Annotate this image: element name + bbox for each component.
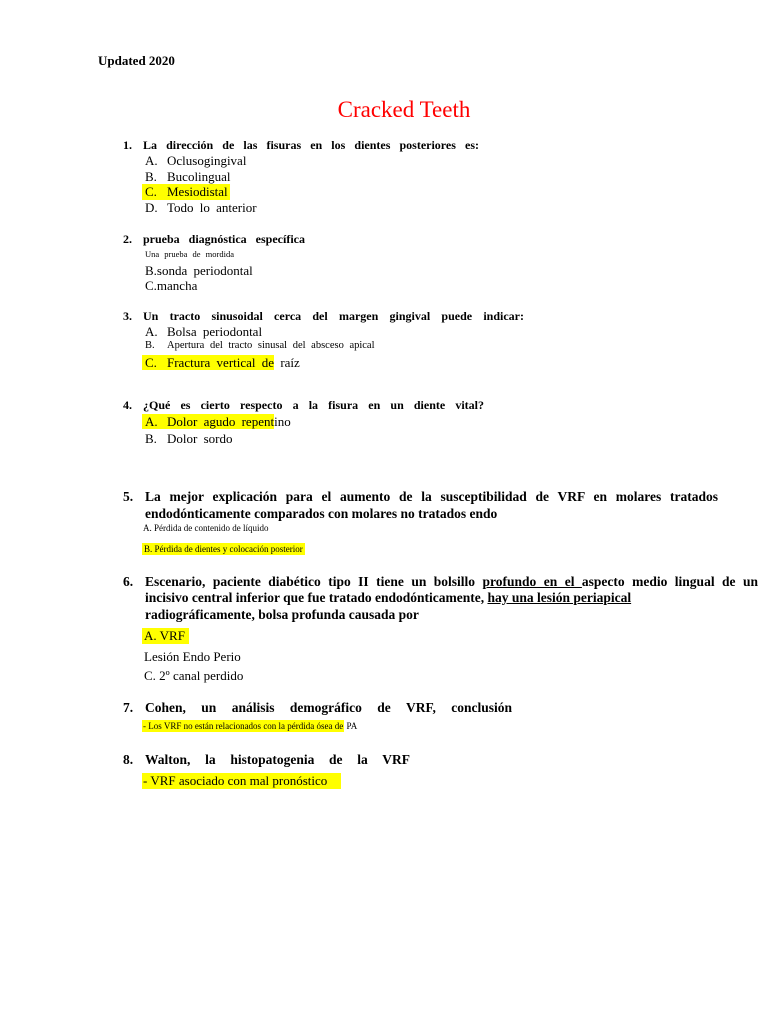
option-1d: D. Todo lo anterior — [145, 200, 257, 215]
updated-label: Updated 2020 — [98, 53, 175, 68]
option-1a: A. Oclusogingival — [145, 153, 247, 168]
option-5a: A. Pérdida de contenido de líquido — [143, 523, 269, 533]
option-2b: B.sonda periodontal — [145, 263, 253, 278]
option-6c: C. 2º canal perdido — [144, 668, 244, 683]
question-text: Walton, la histopatogenia de la VRF — [145, 752, 410, 767]
question-5-line2: endodónticamente comparados con molares no tratados endo — [145, 506, 498, 521]
question-3: 3. Un tracto sinusoidal cerca del margen gingival puede indicar: — [123, 309, 524, 323]
question-1 — [123, 138, 479, 153]
question-5: 5. La mejor explicación para el aumento de la susceptibilidad de VRF en molares tratados — [123, 489, 718, 504]
question-text: Cohen, un análisis demográfico de VRF, conclusión — [145, 700, 512, 715]
option-4b: B. Dolor sordo — [145, 431, 233, 446]
option-2a: Una prueba de mordida — [145, 249, 235, 259]
question-4: 4. ¿Qué es cierto respecto a la fisura en un diente vital? — [123, 398, 484, 412]
question-8-answer: - VRF asociado con mal pronóstico — [142, 773, 341, 789]
option-3c-answer: C. Fractura vertical de raíz — [142, 355, 300, 371]
question-text: Un tracto sinusoidal cerca del margen gingival puede indicar: — [143, 309, 524, 323]
question-text: ¿Qué es cierto respecto a la fisura en un diente vital? — [143, 398, 484, 412]
question-text: prueba diagnóstica específica — [143, 232, 305, 246]
option-4a-answer: A. Dolor agudo repentino — [142, 414, 291, 430]
question-text: La mejor explicación para el aumento de la susceptibilidad de VRF en molares tratados — [145, 489, 718, 504]
question-2: 2. prueba diagnóstica específica — [123, 232, 305, 246]
question-6-line3: radiográficamente, bolsa profunda causada por — [145, 607, 419, 622]
question-6-line2: incisivo central inferior que fue tratado endodónticamente, hay una lesión periapical — [145, 590, 632, 605]
question-text: La dirección de las fisuras en los dientes posteriores es: — [143, 138, 479, 152]
option-5b-answer: B. Pérdida de dientes y colocación posterior — [144, 544, 303, 554]
question-7-answer: - Los VRF no están relacionados con la pérdida ósea de PA — [143, 721, 358, 731]
question-8: 8. Walton, la histopatogenia de la VRF — [123, 752, 410, 767]
option-6b: Lesión Endo Perio — [144, 649, 241, 664]
option-1c-answer: C. Mesiodistal — [142, 184, 230, 200]
option-3b: B. Apertura del tracto sinusal del absceso apical — [145, 340, 375, 351]
option-1b: B. Bucolingual — [145, 169, 231, 184]
question-6: 6. Escenario, paciente diabético tipo II tiene un bolsillo profundo en el aspecto medio lingual de un — [123, 574, 758, 589]
page-title: Cracked Teeth — [337, 97, 471, 122]
option-6a-answer: A. VRF — [142, 628, 189, 644]
option-3a: A. Bolsa periodontal — [145, 324, 263, 339]
question-7: 7. Cohen, un análisis demográfico de VRF, conclusión — [123, 700, 512, 715]
option-2c: C.mancha — [145, 278, 198, 293]
question-number: 1. — [123, 138, 132, 152]
